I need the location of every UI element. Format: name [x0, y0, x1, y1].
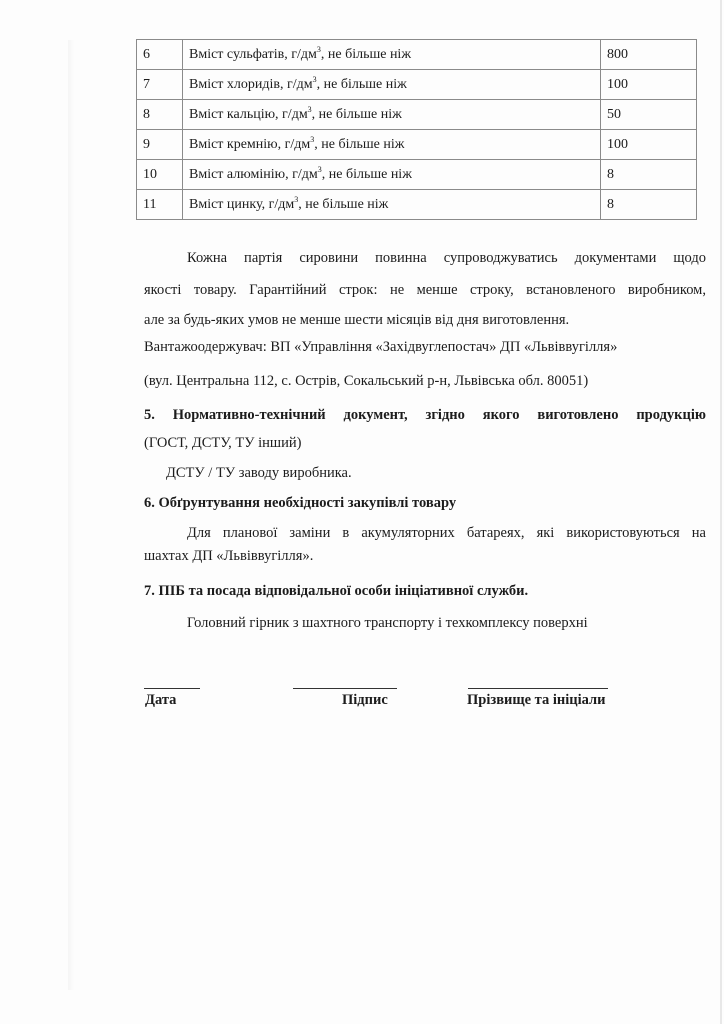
table-row: [137, 100, 697, 130]
parameter-value: 100: [601, 130, 697, 160]
section-6-heading: 6. Обґрунтування необхідності закупівлі товару: [144, 495, 457, 511]
parameter-value: 800: [601, 40, 697, 70]
table-row: [137, 40, 697, 70]
parameter-name: [183, 160, 601, 190]
parameter-name: [183, 100, 601, 130]
section-5-subheading: (ГОСТ, ДСТУ, ТУ інший): [144, 435, 302, 451]
parameter-value: 8: [601, 190, 697, 220]
consignee-address: (вул. Центральна 112, с. Острів, Сокальський р-н, Львівська обл. 80051): [144, 373, 589, 389]
parameter-value: 50: [601, 100, 697, 130]
parameter-name-text: Вміст кремнію, г/дм: [189, 136, 311, 152]
row-number: 9: [137, 130, 183, 160]
section-7-text: Головний гірник з шахтного транспорту і техкомплексу поверхні: [187, 615, 588, 631]
parameter-name: [183, 130, 601, 160]
paragraph-quality-line2: якості товару. Гарантійний строк: не менше строку, встановленого виробником,: [144, 282, 706, 298]
parameter-name-text: Вміст цинку, г/дм: [189, 196, 295, 212]
scan-shadow: [68, 40, 74, 990]
unit-superscript: 3: [310, 134, 315, 144]
parameter-name: [183, 70, 601, 100]
parameter-name-text: Вміст алюмінію, г/дм: [189, 166, 318, 182]
parameter-limit-text: , не більше ніж: [320, 46, 411, 62]
unit-superscript: 3: [294, 194, 299, 204]
parameter-limit-text: , не більше ніж: [321, 166, 412, 182]
parameter-value: 100: [601, 70, 697, 100]
name-signature-line: [468, 688, 608, 689]
table-row: [137, 160, 697, 190]
paragraph-quality-line1: Кожна партія сировини повинна супроводжуватись документами щодо: [187, 250, 706, 266]
parameters-table: [136, 39, 697, 220]
parameter-name: [183, 190, 601, 220]
unit-superscript: 3: [317, 164, 322, 174]
parameter-name-text: Вміст хлоридів, г/дм: [189, 76, 313, 92]
row-number: 10: [137, 160, 183, 190]
parameters-table-body: [137, 40, 697, 220]
table-row: [137, 70, 697, 100]
unit-superscript: 3: [316, 44, 321, 54]
parameter-value: 8: [601, 160, 697, 190]
unit-superscript: 3: [307, 104, 312, 114]
table-row: [137, 130, 697, 160]
section-6-text-line1: Для планової заміни в акумуляторних батареях, які використовуються на: [187, 525, 706, 541]
row-number: 6: [137, 40, 183, 70]
parameter-limit-text: , не більше ніж: [298, 196, 389, 212]
section-5-text: ДСТУ / ТУ заводу виробника.: [166, 465, 352, 481]
paragraph-quality-line3: але за будь-яких умов не менше шести місяців від дня виготовлення.: [144, 312, 570, 328]
sign-signature-line: [293, 688, 397, 689]
row-number: 7: [137, 70, 183, 100]
sign-label: Підпис: [342, 692, 388, 708]
consignee-line: Вантажоодержувач: ВП «Управління «Західвуглепостач» ДП «Львіввугілля»: [144, 339, 618, 355]
parameter-limit-text: , не більше ніж: [311, 106, 402, 122]
parameter-name: [183, 40, 601, 70]
row-number: 8: [137, 100, 183, 130]
parameter-name-text: Вміст кальцію, г/дм: [189, 106, 308, 122]
unit-superscript: 3: [312, 74, 317, 84]
parameter-limit-text: , не більше ніж: [316, 76, 407, 92]
parameter-limit-text: , не більше ніж: [314, 136, 405, 152]
section-6-text-line2: шахтах ДП «Львіввугілля».: [144, 548, 314, 564]
name-label: Прізвище та ініціали: [467, 692, 606, 708]
row-number: 11: [137, 190, 183, 220]
parameter-name-text: Вміст сульфатів, г/дм: [189, 46, 317, 62]
section-5-heading: 5. Нормативно-технічний документ, згідно якого виготовлено продукцію: [144, 407, 706, 423]
date-signature-line: [144, 688, 200, 689]
table-row: [137, 190, 697, 220]
scan-edge: [720, 0, 722, 1024]
section-7-heading: 7. ПІБ та посада відповідальної особи ініціативної служби.: [144, 583, 529, 599]
date-label: Дата: [145, 692, 177, 708]
